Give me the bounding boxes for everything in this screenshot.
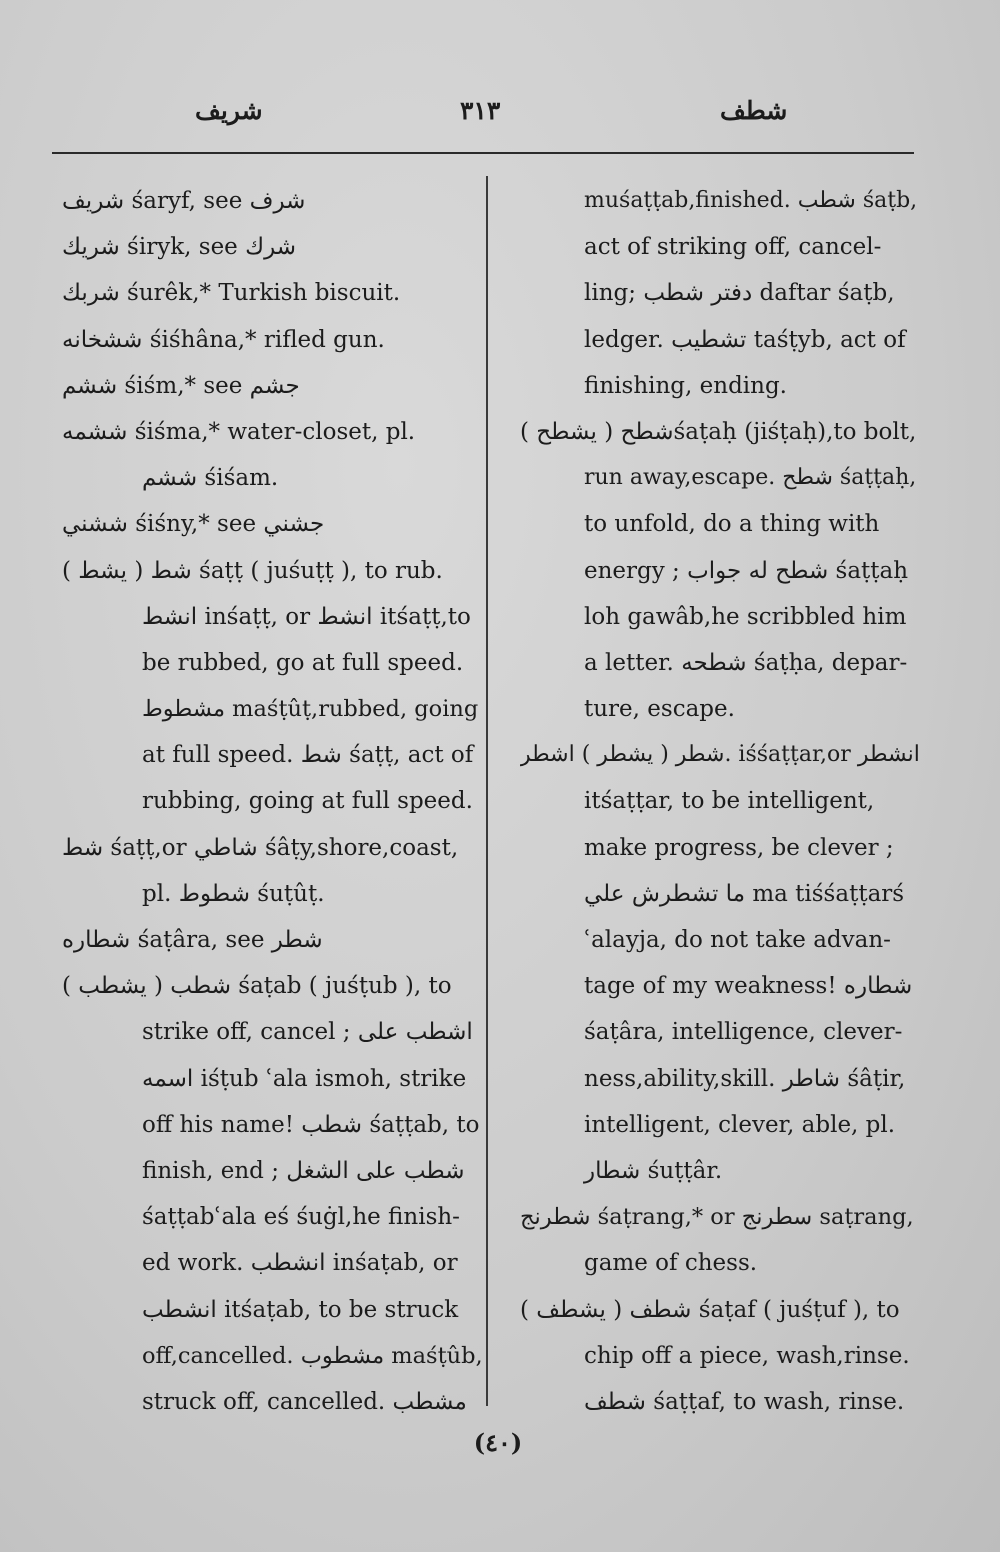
entry-line: ششخانه śiśhâna,* rifled gun. bbox=[62, 326, 385, 353]
entry-line: شريك śiryk, see شرك bbox=[62, 234, 297, 261]
entry-line: strike off, cancel ; اشطب على bbox=[142, 1019, 473, 1046]
entry-line: ما تشطرش علي ma tiśśaṭṭarś bbox=[584, 880, 905, 907]
entry-line: muśaṭṭab,finished. شطب śaṭb, bbox=[584, 188, 918, 213]
entry-line: off his name! شطب śaṭṭab, to bbox=[142, 1111, 480, 1138]
entry-line: finishing, ending. bbox=[584, 372, 787, 399]
entry-line: loh gawâb,he scribbled him bbox=[584, 603, 907, 630]
entry-line: run away,escape. شطح śaṭṭaḥ, bbox=[584, 465, 917, 491]
entry-line: ششم śiśm,* see جشم bbox=[62, 372, 300, 399]
entry-line: ling; دفتر شطب daftar śaṭb, bbox=[584, 280, 895, 307]
entry-line: شريف śaryf, see شرف bbox=[62, 188, 306, 214]
entry-line: off,cancelled. مشطوب maśṭûb, bbox=[142, 1342, 483, 1369]
entry-line: make progress, be clever ; bbox=[584, 834, 894, 861]
entry-line: ed work. انشطب inśaṭab, or bbox=[142, 1250, 458, 1277]
entry-line: tage of my weakness! شطاره bbox=[584, 973, 913, 1000]
entry-line: at full speed. شط śaṭṭ, act of bbox=[142, 742, 474, 769]
entry-line: energy ; شطح له جواب śaṭṭaḥ bbox=[584, 557, 909, 584]
entry-line: struck off, cancelled. مشطب bbox=[142, 1388, 467, 1415]
left-column bbox=[62, 178, 484, 1425]
entry-line: act of striking off, cancel- bbox=[584, 234, 882, 261]
entry-line: شط ( يشط ) śaṭṭ ( juśuṭṭ ), to rub. bbox=[62, 557, 443, 584]
running-head bbox=[50, 96, 915, 136]
entry-line: شطاره śaṭâra, see شطر bbox=[62, 927, 323, 953]
entry-line: to unfold, do a thing with bbox=[584, 511, 880, 538]
entry-line: اسمه iśṭub ʿala ismoh, strike bbox=[142, 1065, 467, 1092]
entry-line: انشطب itśaṭab, to be struck bbox=[142, 1296, 459, 1323]
entry-line: pl. شطوط śuṭûṭ. bbox=[142, 880, 325, 907]
running-head-right: شطف bbox=[720, 96, 788, 125]
entry-line: game of chess. bbox=[584, 1250, 758, 1277]
entry-line: شطار śuṭṭâr. bbox=[584, 1157, 723, 1184]
entry-line: شربك śurêk,* Turkish biscuit. bbox=[62, 280, 401, 307]
entry-line: ششني śiśny,* see جشني bbox=[62, 511, 325, 538]
entry-line: شطرنج śaṭrang,* or سطرنج saṭrang, bbox=[520, 1204, 914, 1231]
entry-line: chip off a piece, wash,rinse. bbox=[584, 1342, 910, 1369]
entry-line: شطح ( يشطح )śaṭaḥ (jiśṭaḥ),to bolt, bbox=[520, 418, 917, 445]
entry-line: be rubbed, go at full speed. bbox=[142, 649, 464, 676]
entry-line: ture, escape. bbox=[584, 696, 735, 723]
entry-line: rubbing, going at full speed. bbox=[142, 788, 473, 815]
entry-line: ʿalayja, do not take advan- bbox=[584, 927, 891, 953]
entry-line: śaṭṭabʿala eś śuġl,he finish- bbox=[142, 1204, 460, 1231]
column-divider bbox=[486, 176, 488, 1406]
entry-line: finish, end ; شطب على الشغل bbox=[142, 1157, 465, 1184]
entry-line: شطف śaṭṭaf, to wash, rinse. bbox=[584, 1388, 905, 1415]
entry-line: ششم śiśam. bbox=[142, 465, 279, 492]
entry-line: شط śaṭṭ,or شاطي śâṭy,shore,coast, bbox=[62, 834, 459, 861]
running-head-left: شريف bbox=[195, 96, 263, 125]
entry-line: ششمه śiśma,* water-closet, pl. bbox=[62, 418, 416, 445]
entry-line: شطف ( يشطف ) śaṭaf ( juśṭuf ), to bbox=[520, 1296, 900, 1323]
entry-line: شطب ( يشطب ) śaṭab ( juśṭub ), to bbox=[62, 973, 452, 1000]
entry-line: a letter. شطحه śaṭḥa, depar- bbox=[584, 649, 908, 676]
signature-mark: (٤٠) bbox=[473, 1428, 523, 1457]
entry-line: مشطوط maśṭûṭ,rubbed, going bbox=[142, 696, 479, 723]
entry-line: śaṭâra, intelligence, clever- bbox=[584, 1019, 903, 1046]
entry-line: itśaṭṭar, to be intelligent, bbox=[584, 788, 875, 815]
right-column bbox=[520, 178, 920, 1425]
entry-line: ledger. تشطيب taśṭyb, act of bbox=[584, 326, 906, 353]
header-rule bbox=[52, 152, 914, 154]
entry-line: انشط inśaṭṭ, or انشط itśaṭṭ,to bbox=[142, 603, 471, 630]
entry-line: ness,ability,skill. شاطر śâṭir, bbox=[584, 1065, 906, 1092]
entry-line: intelligent, clever, able, pl. bbox=[584, 1111, 896, 1138]
page-number: ٣١٣ bbox=[460, 96, 501, 125]
entry-line: شطر ( يشطر ) اشطر. iśśaṭṭar,or انشطر bbox=[520, 742, 920, 768]
